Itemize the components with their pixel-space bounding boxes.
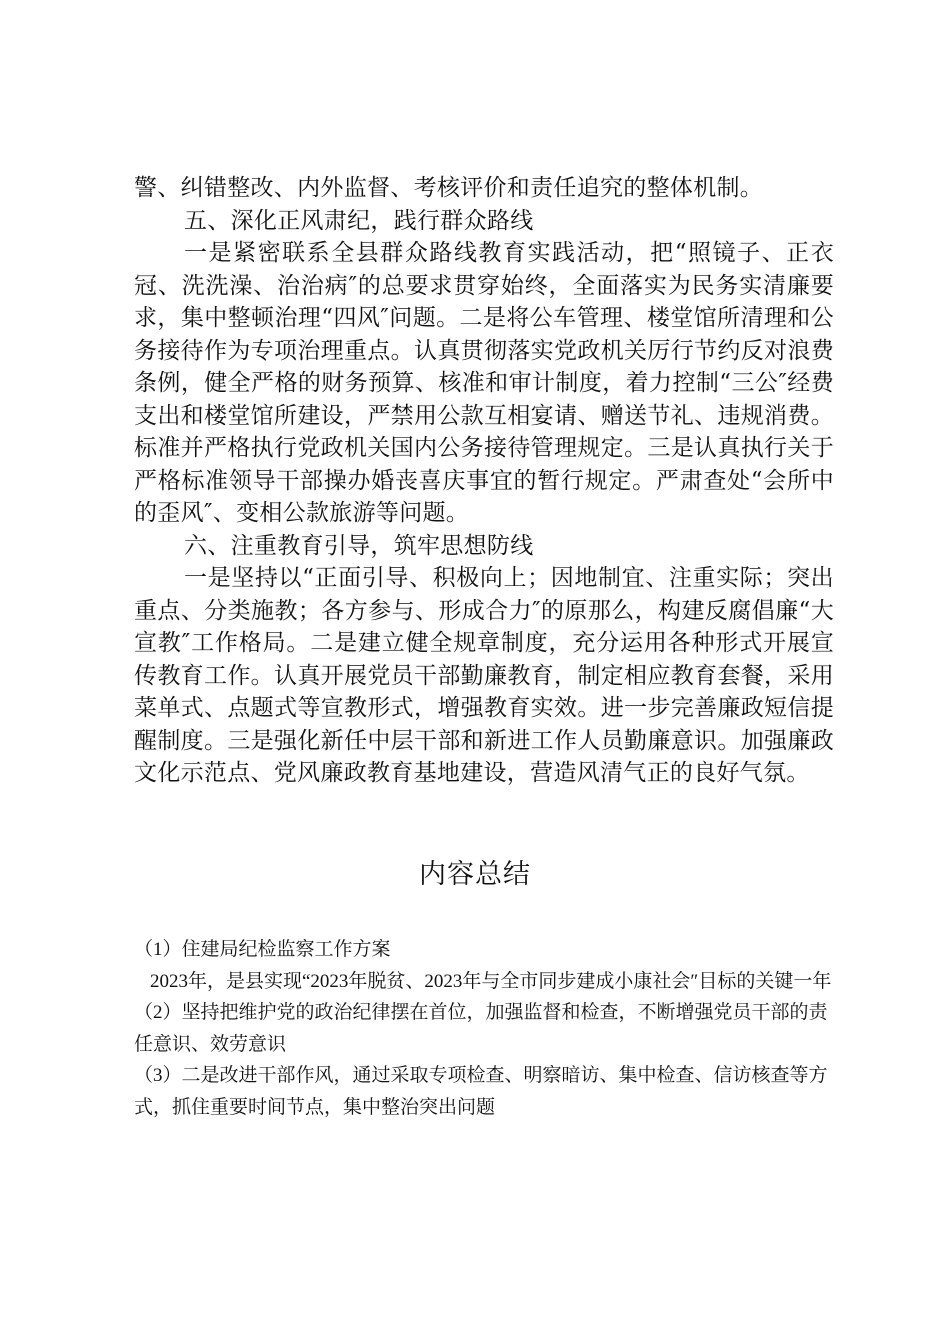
section-heading-5: 五、深化正风肃纪，践行群众路线 [184, 207, 534, 234]
summary-list [134, 934, 832, 1123]
summary-title: 内容总结 [419, 859, 531, 890]
summary-item-3: （3）二是改进干部作风，通过采取专项检查、明察暗访、集中检查、信访核查等方式，抓住重要时间节点，集中整治突出问题 [134, 1065, 828, 1118]
paragraph-section-5: 一是紧密联系全县群众路线教育实践活动，把“照镜子、正衣冠、洗洗澡、治治病″的总要求贯穿始终，全面落实为民务实清廉要求，集中整顿治理“四风″问题。二是将公车管理、楼堂馆所清理和公务接待作为专项治理重点。认真贯彻落实党政机关厉行节约反对浪费条例，健全严格的财务预算、核准和审计制度，着力控制“三公″经费支出和楼堂馆所建设，严禁用公款互相宴请、赠送节礼、违规消费。标准并严格执行党政机关国内公务接待管理规定。三是认真执行关于严格标准领导干部操办婚丧喜庆事宜的暂行规定。严肃查处“会所中的歪风″、变相公款旅游等问题。 [134, 240, 834, 526]
body-text [134, 172, 834, 790]
summary-item-1: （1）住建局纪检监察工作方案 [134, 939, 391, 960]
summary-item-2: （2）坚持把维护党的政治纪律摆在首位，加强监督和检查，不断增强党员干部的责任意识、效劳意识 [134, 1002, 828, 1055]
summary-item-1-text: 2023年，是县实现“2023年脱贫、2023年与全市同步建成小康社会″目标的关键一年 [150, 970, 832, 992]
section-heading-6: 六、注重教育引导，筑牢思想防线 [184, 532, 534, 559]
paragraph-continued: 警、纠错整改、内外监督、考核评价和责任追究的整体机制。 [134, 175, 764, 201]
paragraph-section-6: 一是坚持以“正面引导、积极向上；因地制宜、注重实际；突出重点、分类施教；各方参与、形成合力″的原那么，构建反腐倡廉“大宣教″工作格局。二是建立健全规章制度，充分运用各种形式开展宣传教育工作。认真开展党员干部勤廉教育，制定相应教育套餐，采用菜单式、点题式等宣教形式，增强教育实效。进一步完善廉政短信提醒制度。三是强化新任中层干部和新进工作人员勤廉意识。加强廉政文化示范点、党风廉政教育基地建设，营造风清气正的良好气氛。 [134, 565, 834, 786]
